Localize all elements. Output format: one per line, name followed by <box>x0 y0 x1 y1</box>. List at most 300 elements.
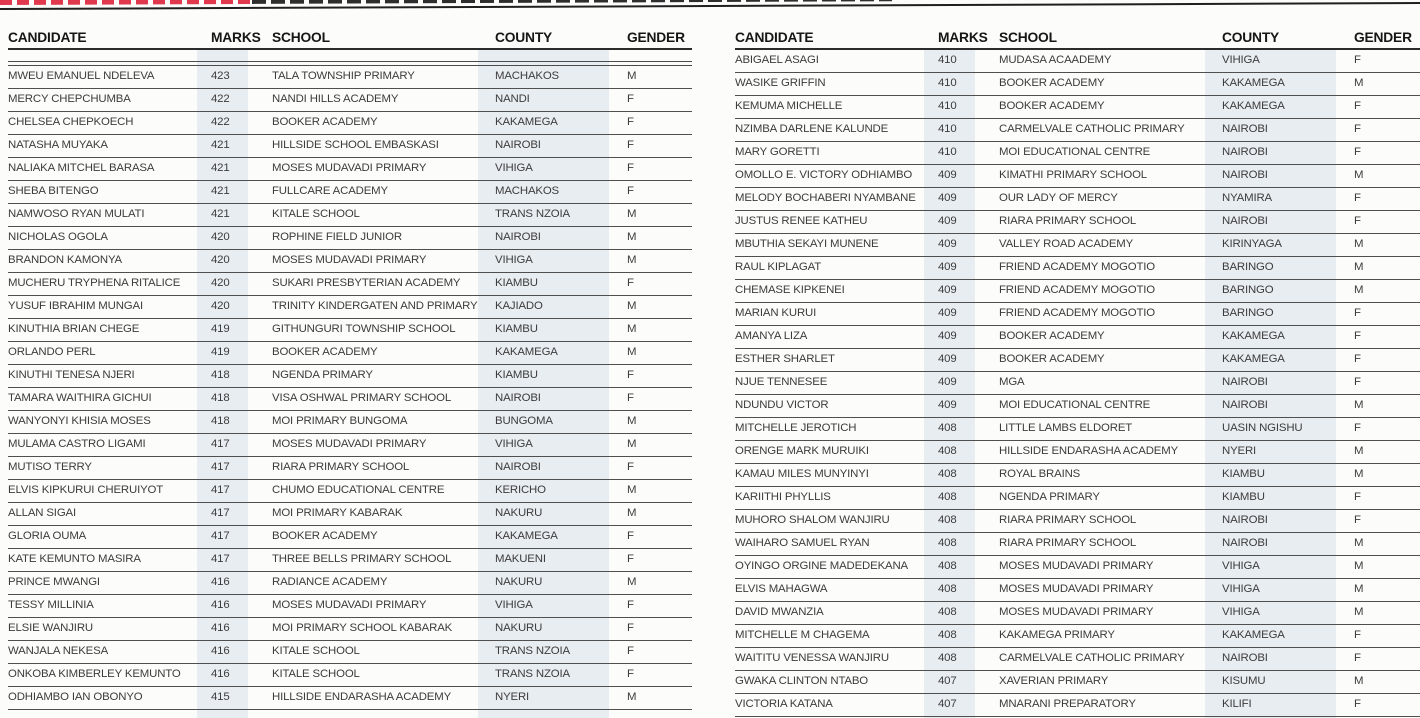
cell-county: KAKAMEGA <box>495 530 558 543</box>
table-row <box>735 418 1420 441</box>
table-row <box>735 602 1420 625</box>
cell-school: NANDI HILLS ACADEMY <box>272 93 399 106</box>
column-header-marks: MARKS <box>938 30 988 45</box>
cell-county: KILIFI <box>1222 698 1252 711</box>
cell-gender: F <box>1354 123 1361 136</box>
cell-county: KIRINYAGA <box>1222 238 1282 251</box>
cell-school: FRIEND ACADEMY MOGOTIO <box>999 307 1155 320</box>
cell-school: RIARA PRIMARY SCHOOL <box>999 514 1137 527</box>
table-row <box>735 349 1420 372</box>
cell-school: BOOKER ACADEMY <box>999 100 1105 113</box>
cell-candidate: AMANYA LIZA <box>735 330 808 343</box>
cell-school: MOI PRIMARY BUNGOMA <box>272 415 408 428</box>
cell-candidate: NAMWOSO RYAN MULATI <box>8 208 145 221</box>
cell-marks: 410 <box>938 54 957 67</box>
table-row <box>8 503 692 526</box>
cell-school: BOOKER ACADEMY <box>999 77 1105 90</box>
cell-marks: 408 <box>938 468 957 481</box>
cell-gender: F <box>627 116 634 129</box>
cell-county: NAIROBI <box>495 231 541 244</box>
cell-candidate: WAITITU VENESSA WANJIRU <box>735 652 889 665</box>
cell-county: KAKAMEGA <box>495 346 558 359</box>
cell-county: NAKURU <box>495 507 543 520</box>
cell-candidate: MITCHELLE JEROTICH <box>735 422 857 435</box>
cell-county: BARINGO <box>1222 284 1274 297</box>
cell-gender: M <box>627 576 637 589</box>
cell-candidate: ALLAN SIGAI <box>8 507 76 520</box>
table-row <box>8 434 692 457</box>
cell-county: KIAMBU <box>495 277 538 290</box>
cell-marks: 417 <box>211 484 230 497</box>
table-row <box>8 457 692 480</box>
cell-candidate: MUTISO TERRY <box>8 461 92 474</box>
table-row <box>8 204 692 227</box>
table-row <box>735 625 1420 648</box>
cell-gender: M <box>1354 468 1364 481</box>
cell-county: TRANS NZOIA <box>495 668 570 681</box>
cell-school: RIARA PRIMARY SCHOOL <box>999 215 1137 228</box>
cell-school: BOOKER ACADEMY <box>272 116 378 129</box>
cell-marks: 409 <box>938 192 957 205</box>
cell-candidate: MULAMA CASTRO LIGAMI <box>8 438 146 451</box>
table-row <box>8 342 692 365</box>
table-row <box>735 372 1420 395</box>
cell-candidate: JUSTUS RENEE KATHEU <box>735 215 868 228</box>
cell-marks: 415 <box>211 691 230 704</box>
cell-candidate: VICTORIA KATANA <box>735 698 833 711</box>
cell-marks: 421 <box>211 139 230 152</box>
cell-gender: M <box>1354 77 1364 90</box>
cell-candidate: MITCHELLE M CHAGEMA <box>735 629 870 642</box>
cell-school: VALLEY ROAD ACADEMY <box>999 238 1134 251</box>
cell-marks: 408 <box>938 514 957 527</box>
cell-county: NAIROBI <box>1222 652 1268 665</box>
table-row <box>8 572 692 595</box>
cell-school: THREE BELLS PRIMARY SCHOOL <box>272 553 452 566</box>
table-row <box>735 533 1420 556</box>
column-header-school: SCHOOL <box>272 30 330 45</box>
table-row <box>735 234 1420 257</box>
cell-school: SUKARI PRESBYTERIAN ACADEMY <box>272 277 461 290</box>
cell-school: ROPHINE FIELD JUNIOR <box>272 231 402 244</box>
table-row <box>8 158 692 181</box>
cell-county: VIHIGA <box>495 162 533 175</box>
cell-gender: M <box>627 300 637 313</box>
cell-candidate: ORLANDO PERL <box>8 346 96 359</box>
cell-marks: 408 <box>938 560 957 573</box>
cell-candidate: TAMARA WAITHIRA GICHUI <box>8 392 152 405</box>
table-row <box>8 618 692 641</box>
cell-school: MOSES MUDAVADI PRIMARY <box>272 438 427 451</box>
cell-school: MOSES MUDAVADI PRIMARY <box>999 606 1154 619</box>
table-row <box>735 487 1420 510</box>
cell-marks: 408 <box>938 422 957 435</box>
cell-county: VIHIGA <box>1222 583 1260 596</box>
cell-candidate: NICHOLAS OGOLA <box>8 231 108 244</box>
clipped-red-headline-text <box>0 0 252 5</box>
cell-marks: 420 <box>211 300 230 313</box>
cell-candidate: ELVIS MAHAGWA <box>735 583 828 596</box>
cell-gender: M <box>1354 560 1364 573</box>
cell-candidate: KINUTHIA BRIAN CHEGE <box>8 323 140 336</box>
cell-candidate: OMOLLO E. VICTORY ODHIAMBO <box>735 169 913 182</box>
cell-candidate: KARIITHI PHYLLIS <box>735 491 831 504</box>
blank-row <box>8 50 692 62</box>
cell-gender: F <box>1354 54 1361 67</box>
cell-county: NAIROBI <box>1222 399 1268 412</box>
cell-marks: 421 <box>211 208 230 221</box>
cell-gender: F <box>1354 652 1361 665</box>
cell-marks: 409 <box>938 399 957 412</box>
cell-gender: M <box>1354 537 1364 550</box>
cell-gender: F <box>1354 491 1361 504</box>
cell-county: NAIROBI <box>495 461 541 474</box>
cell-county: NAKURU <box>495 576 543 589</box>
cell-marks: 408 <box>938 629 957 642</box>
table-row <box>735 142 1420 165</box>
column-header-marks: MARKS <box>211 30 261 45</box>
cell-marks: 409 <box>938 261 957 274</box>
cell-candidate: MERCY CHEPCHUMBA <box>8 93 131 106</box>
cell-candidate: BRANDON KAMONYA <box>8 254 122 267</box>
cell-county: KERICHO <box>495 484 546 497</box>
cell-marks: 423 <box>211 70 230 83</box>
cell-marks: 408 <box>938 445 957 458</box>
cell-candidate: MARY GORETTI <box>735 146 820 159</box>
cell-gender: M <box>1354 169 1364 182</box>
cell-candidate: KATE KEMUNTO MASIRA <box>8 553 141 566</box>
cell-candidate: NZIMBA DARLENE KALUNDE <box>735 123 889 136</box>
cell-candidate: KAMAU MILES MUNYINYI <box>735 468 869 481</box>
cell-county: KAJIADO <box>495 300 543 313</box>
cell-marks: 416 <box>211 576 230 589</box>
cell-gender: F <box>627 530 634 543</box>
cell-county: KIAMBU <box>1222 468 1265 481</box>
cell-school: CARMELVALE CATHOLIC PRIMARY <box>999 652 1185 665</box>
cell-gender: F <box>1354 146 1361 159</box>
table-row <box>8 250 692 273</box>
cell-school: ROYAL BRAINS <box>999 468 1081 481</box>
cell-county: NAIROBI <box>1222 123 1268 136</box>
cell-county: NYERI <box>1222 445 1257 458</box>
cell-marks: 410 <box>938 77 957 90</box>
cell-candidate: SHEBA BITENGO <box>8 185 99 198</box>
table-row <box>8 296 692 319</box>
cell-candidate: MUCHERU TRYPHENA RITALICE <box>8 277 181 290</box>
cell-county: NYAMIRA <box>1222 192 1273 205</box>
cell-school: MOSES MUDAVADI PRIMARY <box>272 599 427 612</box>
table-row <box>735 395 1420 418</box>
cell-gender: F <box>627 392 634 405</box>
cell-county: KAKAMEGA <box>1222 330 1285 343</box>
cell-gender: F <box>1354 629 1361 642</box>
table-row <box>8 89 692 112</box>
cell-county: NAIROBI <box>495 392 541 405</box>
cell-school: HILLSIDE ENDARASHA ACADEMY <box>999 445 1179 458</box>
cell-candidate: WANYONYI KHISIA MOSES <box>8 415 151 428</box>
table-row <box>8 687 692 710</box>
cell-school: BOOKER ACADEMY <box>999 330 1105 343</box>
cell-marks: 409 <box>938 215 957 228</box>
cell-school: BOOKER ACADEMY <box>999 353 1105 366</box>
cell-gender: M <box>627 691 637 704</box>
table-row <box>735 50 1420 73</box>
cell-gender: M <box>627 208 637 221</box>
cell-marks: 418 <box>211 415 230 428</box>
table-row <box>8 480 692 503</box>
table-body <box>8 50 692 710</box>
table-row <box>735 648 1420 671</box>
cell-gender: M <box>1354 675 1364 688</box>
table-row <box>735 326 1420 349</box>
cell-school: GITHUNGURI TOWNSHIP SCHOOL <box>272 323 456 336</box>
cell-school: CHUMO EDUCATIONAL CENTRE <box>272 484 445 497</box>
table-row <box>735 96 1420 119</box>
cell-marks: 421 <box>211 162 230 175</box>
table-row <box>735 579 1420 602</box>
cell-gender: M <box>627 323 637 336</box>
table-row <box>735 671 1420 694</box>
cell-candidate: ESTHER SHARLET <box>735 353 835 366</box>
cell-candidate: OYINGO ORGINE MADEDEKANA <box>735 560 908 573</box>
table-row <box>735 694 1420 717</box>
cell-county: TRANS NZOIA <box>495 645 570 658</box>
cell-gender: M <box>1354 238 1364 251</box>
cell-candidate: GWAKA CLINTON NTABO <box>735 675 869 688</box>
cell-gender: F <box>1354 100 1361 113</box>
cell-gender: F <box>627 622 634 635</box>
table-row <box>8 549 692 572</box>
column-header-school: SCHOOL <box>999 30 1057 45</box>
cell-marks: 410 <box>938 146 957 159</box>
cell-gender: F <box>627 139 634 152</box>
cell-county: KIAMBU <box>495 323 538 336</box>
cell-marks: 416 <box>211 622 230 635</box>
cell-gender: M <box>1354 399 1364 412</box>
cell-gender: F <box>1354 192 1361 205</box>
cell-county: NAIROBI <box>1222 376 1268 389</box>
cell-marks: 417 <box>211 461 230 474</box>
cell-marks: 410 <box>938 123 957 136</box>
table-row <box>8 365 692 388</box>
cell-marks: 420 <box>211 277 230 290</box>
cell-school: CARMELVALE CATHOLIC PRIMARY <box>999 123 1185 136</box>
column-header-candidate: CANDIDATE <box>735 30 814 45</box>
cell-gender: M <box>627 484 637 497</box>
cell-school: HILLSIDE ENDARASHA ACADEMY <box>272 691 452 704</box>
cell-gender: M <box>627 438 637 451</box>
cell-gender: F <box>627 668 634 681</box>
cell-candidate: WANJALA NEKESA <box>8 645 109 658</box>
cell-school: TRINITY KINDERGATEN AND PRIMARY <box>272 300 478 313</box>
header-row <box>8 10 692 50</box>
table-row <box>8 227 692 250</box>
cell-candidate: CHELSEA CHEPKOECH <box>8 116 134 129</box>
cell-gender: F <box>1354 422 1361 435</box>
cell-candidate: ABIGAEL ASAGI <box>735 54 819 67</box>
cell-school: FRIEND ACADEMY MOGOTIO <box>999 284 1155 297</box>
cell-candidate: NALIAKA MITCHEL BARASA <box>8 162 155 175</box>
cell-county: NYERI <box>495 691 530 704</box>
cell-gender: F <box>1354 698 1361 711</box>
cell-county: TRANS NZOIA <box>495 208 570 221</box>
table-row <box>735 257 1420 280</box>
cell-county: KAKAMEGA <box>1222 100 1285 113</box>
cell-marks: 408 <box>938 583 957 596</box>
column-header-candidate: CANDIDATE <box>8 30 87 45</box>
cell-marks: 417 <box>211 507 230 520</box>
cell-county: VIHIGA <box>1222 606 1260 619</box>
table-row <box>735 303 1420 326</box>
cell-school: MOI PRIMARY SCHOOL KABARAK <box>272 622 453 635</box>
cell-school: KITALE SCHOOL <box>272 668 360 681</box>
table-row <box>8 181 692 204</box>
table-row <box>8 641 692 664</box>
cell-county: VIHIGA <box>495 599 533 612</box>
table-row <box>735 464 1420 487</box>
cell-marks: 408 <box>938 652 957 665</box>
cell-county: MACHAKOS <box>495 185 559 198</box>
cell-school: MNARANI PREPARATORY <box>999 698 1136 711</box>
cell-school: RIARA PRIMARY SCHOOL <box>999 537 1137 550</box>
cell-candidate: YUSUF IBRAHIM MUNGAI <box>8 300 143 313</box>
cell-school: MOSES MUDAVADI PRIMARY <box>999 560 1154 573</box>
cell-gender: M <box>627 346 637 359</box>
cell-school: XAVERIAN PRIMARY <box>999 675 1109 688</box>
cell-gender: F <box>627 162 634 175</box>
cell-marks: 409 <box>938 353 957 366</box>
column-header-county: COUNTY <box>495 30 553 45</box>
cell-marks: 420 <box>211 231 230 244</box>
column-header-county: COUNTY <box>1222 30 1280 45</box>
cell-marks: 407 <box>938 675 957 688</box>
cell-candidate: KINUTHI TENESA NJERI <box>8 369 135 382</box>
cell-marks: 417 <box>211 438 230 451</box>
cell-school: KITALE SCHOOL <box>272 208 360 221</box>
table-row <box>8 411 692 434</box>
cell-marks: 408 <box>938 537 957 550</box>
cell-county: NAIROBI <box>1222 169 1268 182</box>
cell-candidate: WAIHARO SAMUEL RYAN <box>735 537 870 550</box>
table-row <box>8 66 692 89</box>
cell-gender: F <box>627 185 634 198</box>
cell-candidate: MBUTHIA SEKAYI MUNENE <box>735 238 879 251</box>
cell-candidate: KEMUMA MICHELLE <box>735 100 843 113</box>
cell-marks: 421 <box>211 185 230 198</box>
cell-county: NAIROBI <box>1222 537 1268 550</box>
cell-county: KAKAMEGA <box>1222 353 1285 366</box>
cell-marks: 418 <box>211 369 230 382</box>
cell-school: MGA <box>999 376 1025 389</box>
cell-county: NAKURU <box>495 622 543 635</box>
cell-school: MUDASA ACAADEMY <box>999 54 1112 67</box>
table-row <box>8 112 692 135</box>
cell-county: MACHAKOS <box>495 70 559 83</box>
cell-marks: 422 <box>211 93 230 106</box>
cell-county: VIHIGA <box>1222 54 1260 67</box>
cell-gender: M <box>1354 284 1364 297</box>
cell-gender: F <box>1354 215 1361 228</box>
cell-gender: F <box>1354 330 1361 343</box>
cell-county: KAKAMEGA <box>1222 77 1285 90</box>
cell-county: NAIROBI <box>495 139 541 152</box>
cell-gender: M <box>627 70 637 83</box>
cell-school: MOSES MUDAVADI PRIMARY <box>999 583 1154 596</box>
cell-marks: 416 <box>211 668 230 681</box>
table-row <box>735 119 1420 142</box>
cell-candidate: ODHIAMBO IAN OBONYO <box>8 691 143 704</box>
cell-county: BUNGOMA <box>495 415 553 428</box>
cell-school: RADIANCE ACADEMY <box>272 576 388 589</box>
table-row <box>8 388 692 411</box>
cell-gender: M <box>627 415 637 428</box>
table-row <box>8 526 692 549</box>
cell-school: TALA TOWNSHIP PRIMARY <box>272 70 415 83</box>
cell-county: NAIROBI <box>1222 215 1268 228</box>
cell-candidate: RAUL KIPLAGAT <box>735 261 822 274</box>
cell-candidate: CHEMASE KIPKENEI <box>735 284 845 297</box>
cell-marks: 409 <box>938 307 957 320</box>
cell-county: KIAMBU <box>1222 491 1265 504</box>
cell-school: KIMATHI PRIMARY SCHOOL <box>999 169 1147 182</box>
table-row <box>735 188 1420 211</box>
cell-county: BARINGO <box>1222 261 1274 274</box>
cell-gender: M <box>627 507 637 520</box>
cell-marks: 417 <box>211 553 230 566</box>
cell-school: HILLSIDE SCHOOL EMBASKASI <box>272 139 439 152</box>
cell-gender: M <box>1354 261 1364 274</box>
cell-candidate: DAVID MWANZIA <box>735 606 824 619</box>
cell-county: UASIN NGISHU <box>1222 422 1303 435</box>
cell-county: VIHIGA <box>495 438 533 451</box>
cell-school: MOSES MUDAVADI PRIMARY <box>272 162 427 175</box>
cell-marks: 409 <box>938 330 957 343</box>
cell-marks: 408 <box>938 606 957 619</box>
cell-candidate: MWEU EMANUEL NDELEVA <box>8 70 155 83</box>
table-row <box>735 165 1420 188</box>
cell-gender: M <box>1354 583 1364 596</box>
cell-gender: F <box>1354 514 1361 527</box>
cell-candidate: MELODY BOCHABERI NYAMBANE <box>735 192 916 205</box>
cell-school: RIARA PRIMARY SCHOOL <box>272 461 410 474</box>
cell-gender: F <box>627 461 634 474</box>
cell-county: NAIROBI <box>1222 146 1268 159</box>
cell-marks: 409 <box>938 284 957 297</box>
cell-county: NANDI <box>495 93 530 106</box>
cell-marks: 409 <box>938 238 957 251</box>
cell-gender: F <box>1354 307 1361 320</box>
cell-school: BOOKER ACADEMY <box>272 530 378 543</box>
cell-gender: F <box>627 369 634 382</box>
cell-gender: F <box>1354 376 1361 389</box>
cell-candidate: MUHORO SHALOM WANJIRU <box>735 514 890 527</box>
cell-marks: 409 <box>938 376 957 389</box>
table-body <box>735 50 1420 717</box>
cell-candidate: NJUE TENNESEE <box>735 376 828 389</box>
cell-marks: 420 <box>211 254 230 267</box>
cell-school: FRIEND ACADEMY MOGOTIO <box>999 261 1155 274</box>
cell-county: MAKUENI <box>495 553 546 566</box>
cell-gender: F <box>627 599 634 612</box>
cell-school: MOI PRIMARY KABARAK <box>272 507 403 520</box>
cell-county: VIHIGA <box>495 254 533 267</box>
cell-marks: 417 <box>211 530 230 543</box>
cell-school: MOI EDUCATIONAL CENTRE <box>999 146 1151 159</box>
header-row <box>735 10 1420 50</box>
cell-county: KISUMU <box>1222 675 1266 688</box>
cell-county: NAIROBI <box>1222 514 1268 527</box>
cell-marks: 419 <box>211 323 230 336</box>
